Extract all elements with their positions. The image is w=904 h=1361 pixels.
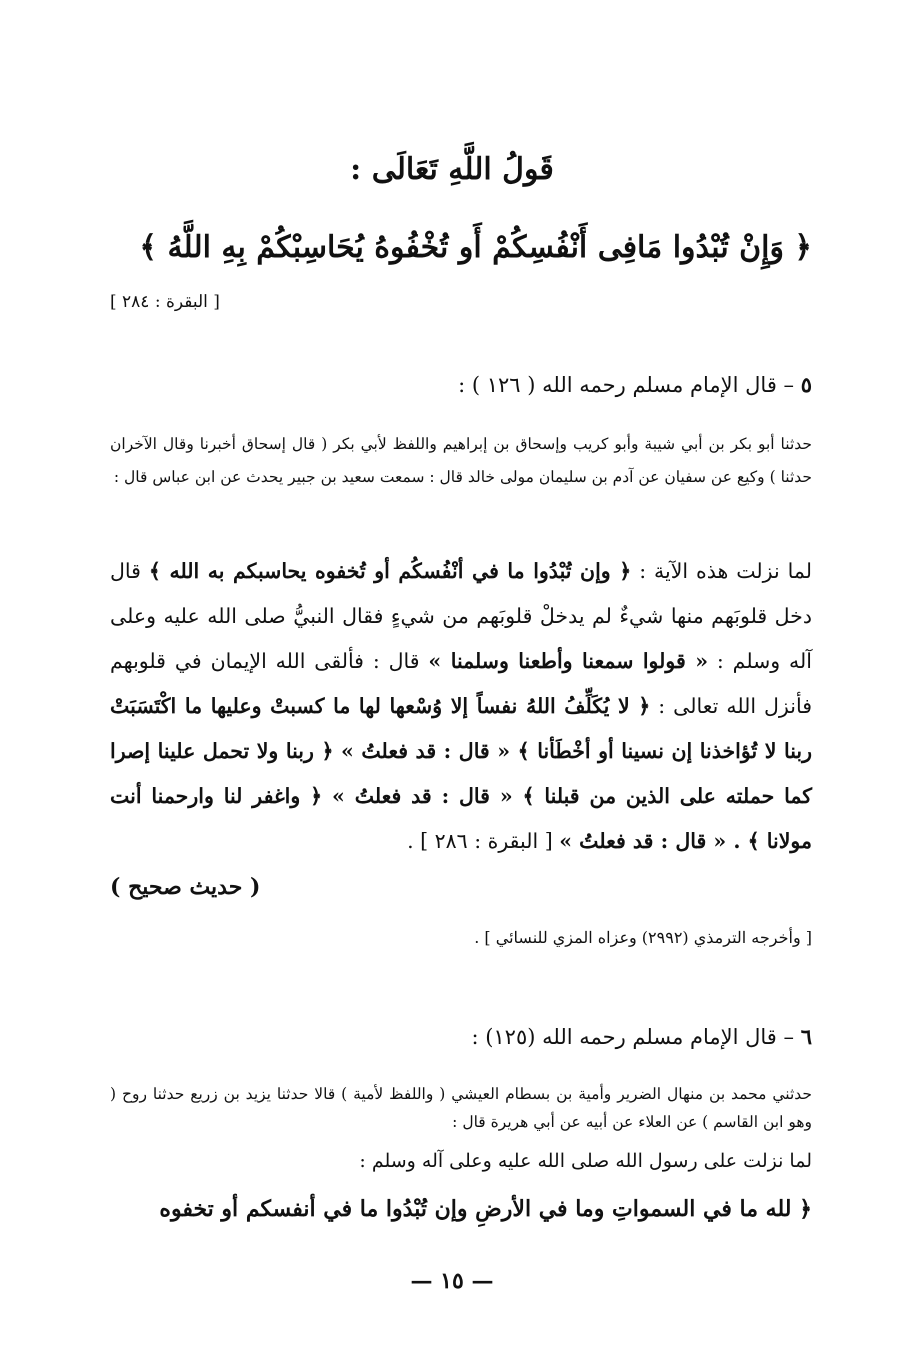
matn-prophet-saying: « قولوا سمعنا وأطعنا وسلمنا »: [428, 649, 709, 673]
hadith-6-matn: لما نزلت على رسول الله صلى الله عليه وعلى آله وسلم :: [359, 1150, 812, 1172]
chapter-heading: قَولُ اللَّهِ تَعَالَى :: [350, 152, 554, 187]
hadith-5-heading: [212, 372, 812, 397]
verse-reference: [ البقرة : ٢٨٤ ]: [110, 292, 220, 312]
hadith-6-heading: [212, 1024, 812, 1049]
hadith-5-number: ٥: [800, 372, 812, 397]
matn-text-2: قال دخل قلوبَهم منها شيءٌ لم يدخلْ قلوبَهم من شيءٍ فقال النبيُّ صلى الله عليه وعلى آله وسلم :: [110, 559, 812, 673]
matn-text-3: قال : فألقى الله الإيمان في قلوبهم فأنزل الله تعالى :: [110, 649, 812, 718]
quran-verse: ﴿ وَإِنْ تُبْدُوا مَافِى أَنْفُسِكُمْ أَو تُخْفُوهُ يُحَاسِبْكُمْ بِهِ اللَّهُ ﴾: [139, 230, 812, 265]
hadith-6-verse: ﴿ لله ما في السمواتِ وما في الأرضِ وإن تُبْدُوا ما في أنفسكم أو تخفوه: [159, 1196, 812, 1222]
matn-verse-reference: [ البقرة : ٢٨٦ ] .: [407, 829, 553, 853]
hadith-5-matn: [110, 549, 812, 864]
page-number: — ١٥ —: [410, 1268, 494, 1294]
hadith-5-isnad: حدثنا أبو بكر بن أبي شيبة وأبو كريب وإسحاق بن إبراهيم واللفظ لأبي بكر ( قال إسحاق أخبرنا وقال الآخران حدثنا ) وكيع عن سفيان عن آدم بن سليمان مولى خالد قال : سمعت سعيد بن جبير يحدث عن ابن عباس قال :: [110, 435, 812, 486]
hadith-5-heading-text: – قال الإمام مسلم رحمه الله ( ١٢٦ ) :: [458, 373, 795, 397]
hadith-6-heading-text: – قال الإمام مسلم رحمه الله (١٢٥) :: [471, 1025, 795, 1049]
matn-verse-2: ﴿ لا يُكَلِّفُ اللهُ نفساً إلا وُسْعها لها ما كسبتْ وعليها ما اكْتَسَبَتْ ربنا لا تُؤاخذنا إن نسينا أو أخْطَأنا ﴾ « قال : قد فعلتُ » ﴿ ربنا ولا تحمل علينا إصرا كما حملته على الذين من قبلنا ﴾ « قال : قد فعلتُ » ﴿ واغفر لنا وارحمنا أنت مولانا ﴾ . « قال : قد فعلتُ »: [110, 694, 812, 853]
hadith-6-number: ٦: [800, 1024, 812, 1049]
hadith-5-grading: ( حديث صحيح ): [110, 874, 261, 900]
matn-text-1: لما نزلت هذه الآية :: [639, 559, 812, 583]
matn-verse-1: ﴿ وإن تُبْدُوا ما في أنْفُسكُم أو تُخفوه يحاسبكم به الله ﴾: [148, 559, 632, 583]
hadith-5-footnote: [ وأخرجه الترمذي (٢٩٩٢) وعزاه المزي للنسائي ] .: [474, 928, 812, 947]
hadith-6-isnad: حدثني محمد بن منهال الضرير وأمية بن بسطام العيشي ( واللفظ لأمية ) قالا حدثنا يزيد بن زريع حدثنا روح ( وهو ابن القاسم ) عن العلاء عن أبيه عن أبي هريرة قال :: [110, 1085, 812, 1131]
